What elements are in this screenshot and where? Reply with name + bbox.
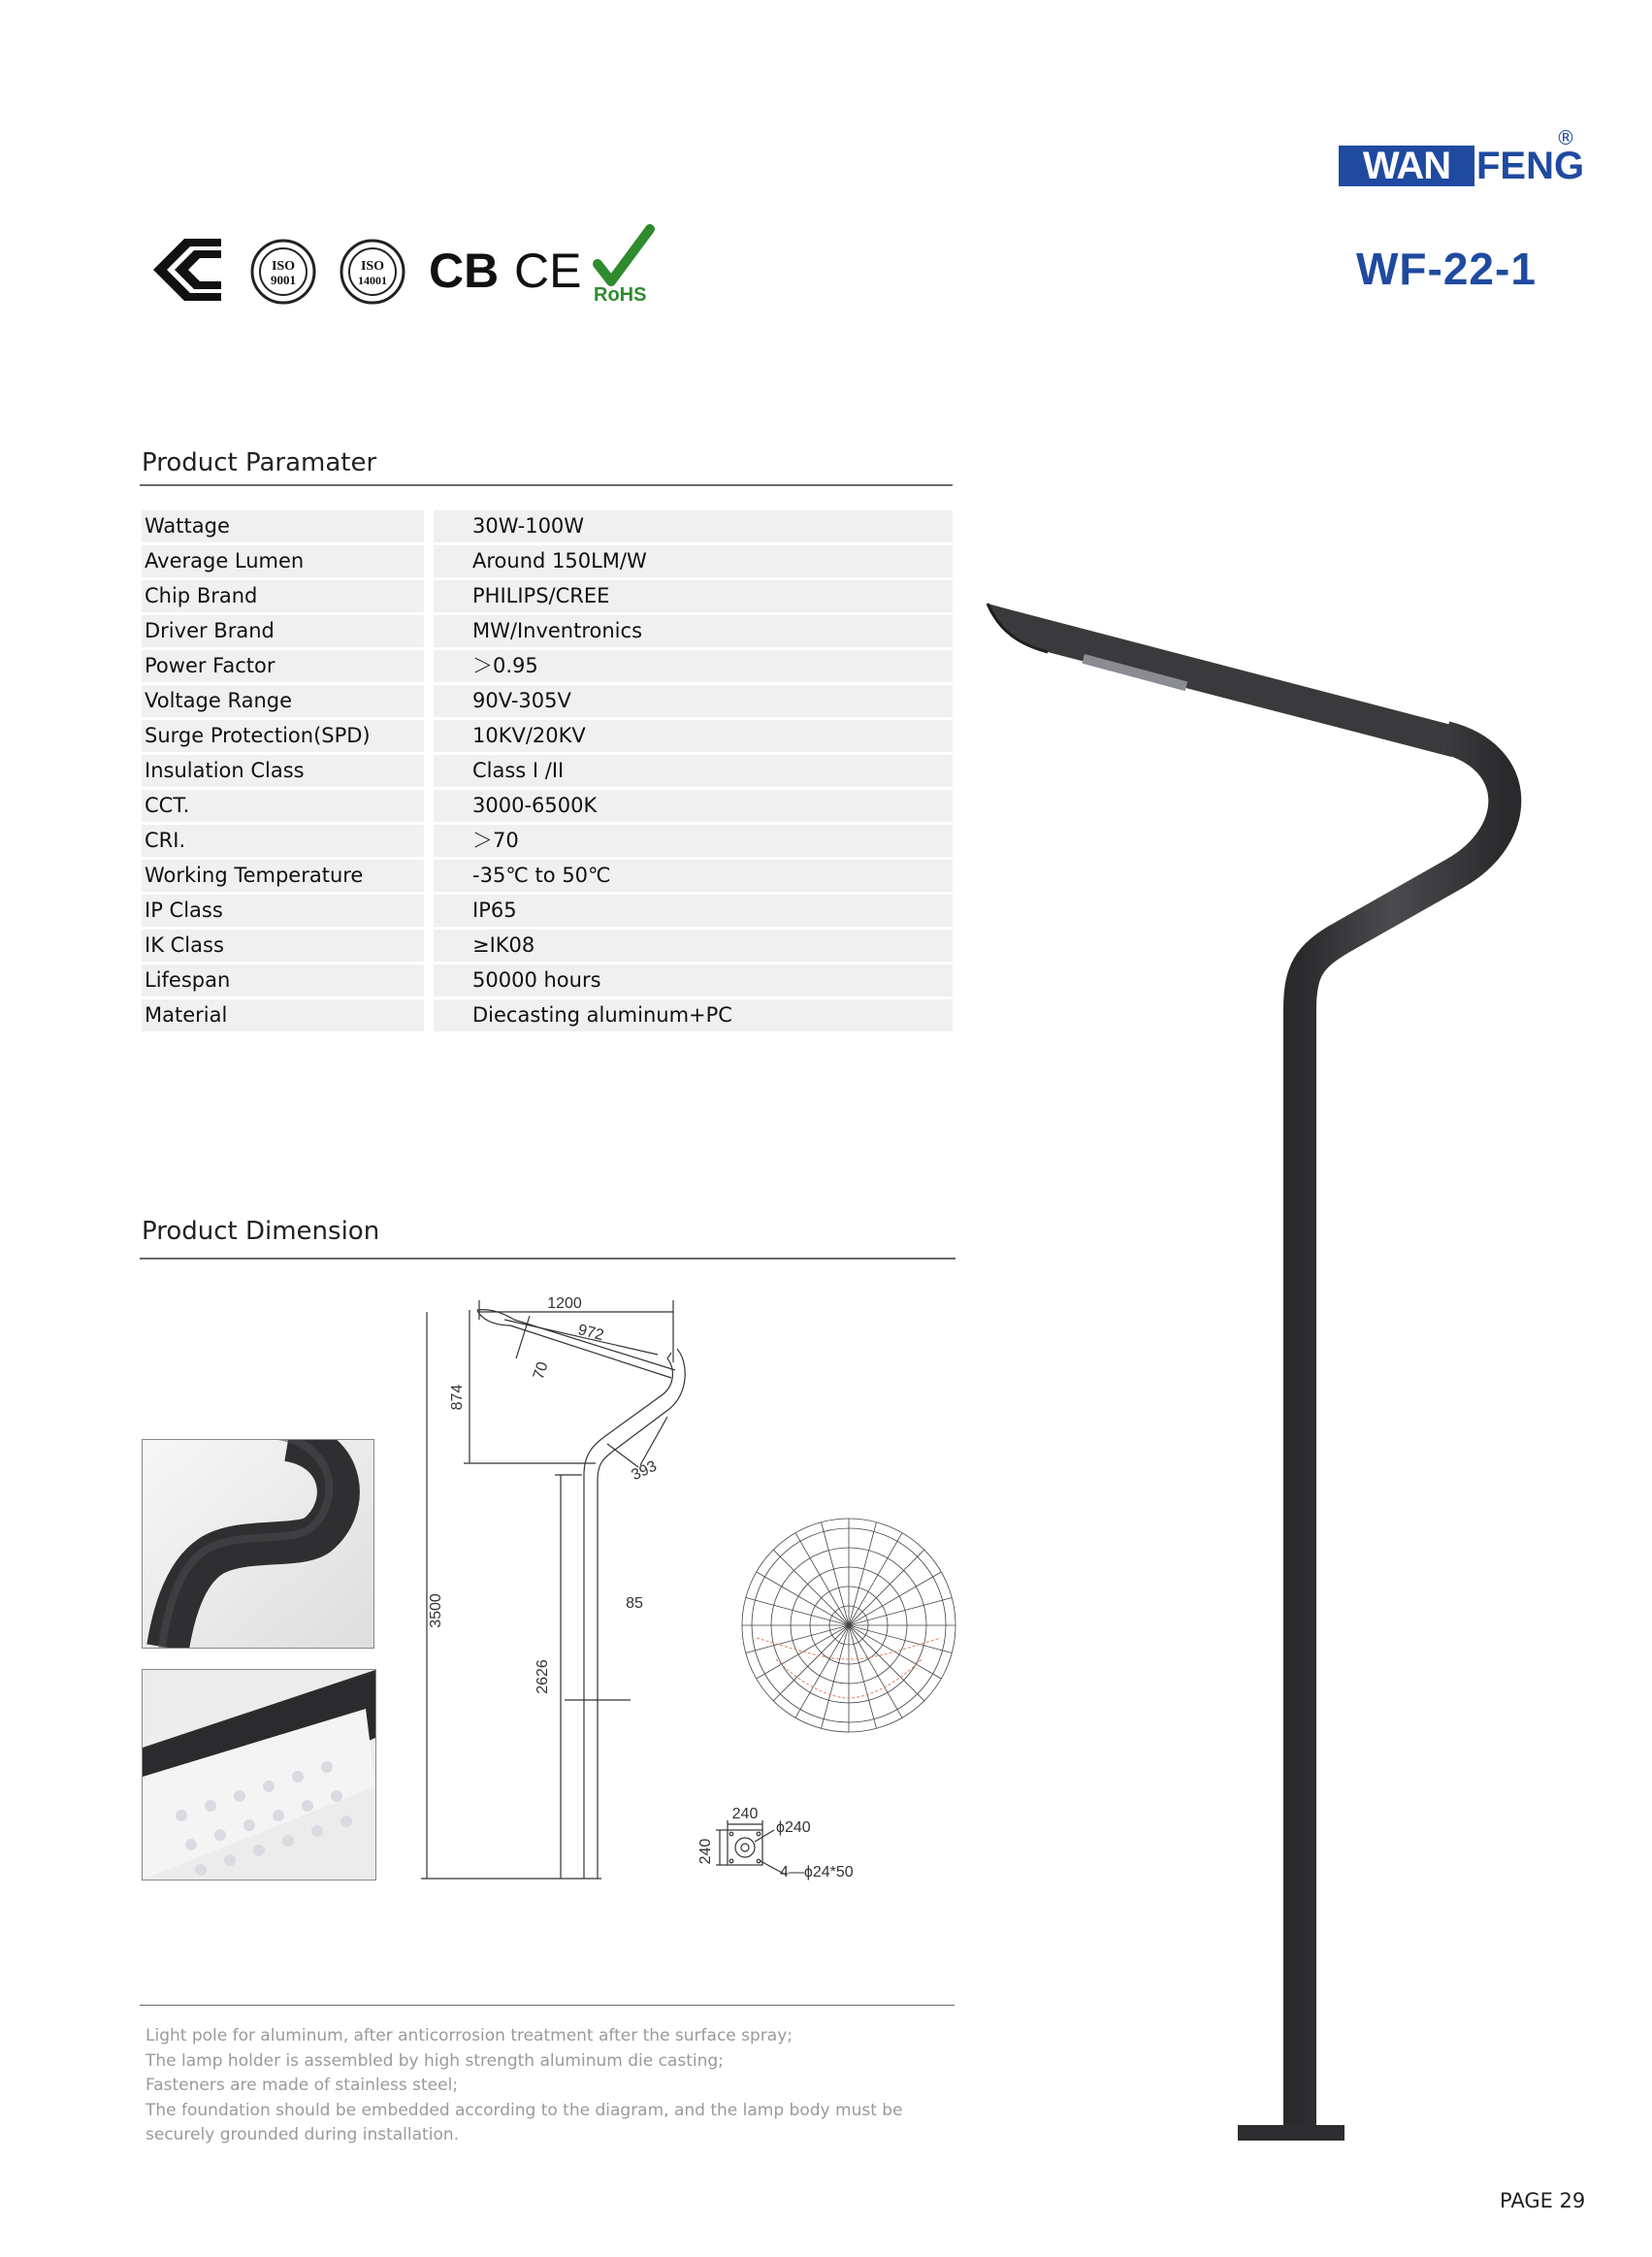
- parameter-label: Insulation Class: [142, 755, 424, 787]
- parameter-gap: [424, 580, 434, 612]
- note-line: The foundation should be embedded according to the diagram, and the lamp body must be securely grounded during installation.: [146, 2100, 903, 2144]
- dim-bolt-holes: 4—ϕ24*50: [780, 1864, 854, 1881]
- parameter-gap: [424, 999, 434, 1031]
- parameter-table: [142, 510, 953, 1034]
- led-module-photo: [142, 1669, 376, 1881]
- parameter-gap: [424, 755, 434, 787]
- dimension-drawing: [417, 1281, 689, 1902]
- parameter-row: [142, 580, 953, 612]
- note-line: Light pole for aluminum, after anticorrosion treatment after the surface spray;: [146, 2026, 794, 2045]
- brand-logo: [1339, 126, 1585, 190]
- registered-mark: ®: [1556, 126, 1575, 149]
- parameter-gap: [424, 895, 434, 927]
- dim-width-total: 1200: [547, 1295, 582, 1312]
- cb-mark-icon: CB: [429, 244, 500, 298]
- product-notes: [146, 2024, 960, 2148]
- arm-bend-photo: [142, 1439, 374, 1649]
- dim-arm-length: 972: [576, 1322, 606, 1345]
- certification-logos: [146, 223, 669, 311]
- dim-head-height: 70: [530, 1359, 552, 1382]
- parameter-label: CCT.: [142, 790, 424, 822]
- parameter-row: [142, 999, 953, 1031]
- parameter-gap: [424, 685, 434, 717]
- dim-base-width: 240: [731, 1806, 759, 1822]
- notes-rule: [140, 2005, 955, 2006]
- parameter-gap: [424, 650, 434, 682]
- dim-pole-diameter: 85: [626, 1595, 643, 1612]
- model-number: WF-22-1: [1356, 244, 1537, 294]
- parameter-gap: [424, 860, 434, 892]
- parameter-row: [142, 510, 953, 542]
- parameter-label: Wattage: [142, 510, 424, 542]
- parameter-gap: [424, 510, 434, 542]
- parameter-title-rule: [140, 484, 953, 486]
- parameter-row: [142, 860, 953, 892]
- parameter-gap: [424, 790, 434, 822]
- dim-base-circle: ϕ240: [776, 1819, 811, 1836]
- parameter-row: [142, 545, 953, 577]
- brand-logo-right: FENG: [1476, 145, 1585, 187]
- note-line: The lamp holder is assembled by high strength aluminum die casting;: [146, 2050, 724, 2071]
- parameter-row: [142, 615, 953, 647]
- parameter-value: ＞70: [434, 825, 953, 857]
- iso-14001-num: 14001: [358, 274, 387, 287]
- parameter-value: -35℃ to 50℃: [434, 860, 953, 892]
- parameter-value: IP65: [434, 895, 953, 927]
- parameter-row: [142, 895, 953, 927]
- parameter-label: CRI.: [142, 825, 424, 857]
- dimension-title-rule: [140, 1258, 956, 1259]
- parameter-value: MW/Inventronics: [434, 615, 953, 647]
- iso-14001-text: ISO: [360, 259, 385, 274]
- page-number: PAGE 29: [1500, 2189, 1586, 2212]
- light-distribution-diagram: [737, 1514, 960, 1737]
- parameter-value: 3000-6500K: [434, 790, 953, 822]
- parameter-label: Material: [142, 999, 424, 1031]
- parameter-value: Diecasting aluminum+PC: [434, 999, 953, 1031]
- parameter-label: IK Class: [142, 930, 424, 962]
- parameter-row: [142, 825, 953, 857]
- ce-mark-icon: CE: [514, 244, 582, 298]
- parameter-value: ＞0.95: [434, 650, 953, 682]
- dim-pole-height: 2626: [534, 1659, 551, 1694]
- parameter-label: Power Factor: [142, 650, 424, 682]
- parameter-value: 30W-100W: [434, 510, 953, 542]
- note-line: Fasteners are made of stainless steel;: [146, 2076, 459, 2095]
- base-plate-drawing: [691, 1801, 885, 1888]
- dim-top-height: 874: [449, 1384, 466, 1411]
- parameter-row: [142, 930, 953, 962]
- parameter-row: [142, 685, 953, 717]
- parameter-gap: [424, 545, 434, 577]
- parameter-gap: [424, 615, 434, 647]
- parameter-label: Working Temperature: [142, 860, 424, 892]
- parameter-label: Chip Brand: [142, 580, 424, 612]
- parameter-value: 90V-305V: [434, 685, 953, 717]
- parameter-label: Driver Brand: [142, 615, 424, 647]
- parameter-label: Surge Protection(SPD): [142, 720, 424, 752]
- parameter-value: ≥IK08: [434, 930, 953, 962]
- parameter-label: Voltage Range: [142, 685, 424, 717]
- parameter-value: 50000 hours: [434, 965, 953, 997]
- parameter-row: [142, 650, 953, 682]
- iso-9001-seal-icon: [252, 241, 314, 303]
- parameter-gap: [424, 720, 434, 752]
- parameter-row: [142, 720, 953, 752]
- iso-14001-seal-icon: [341, 241, 404, 303]
- parameter-label: Lifespan: [142, 965, 424, 997]
- parameter-gap: [424, 930, 434, 962]
- brand-logo-left: WAN: [1339, 146, 1474, 186]
- parameter-section-title: Product Paramater: [142, 448, 377, 477]
- dimension-section-title: Product Dimension: [142, 1217, 380, 1246]
- parameter-value: 10KV/20KV: [434, 720, 953, 752]
- iso-9001-text: ISO: [271, 259, 296, 274]
- enec-mark-icon: [153, 239, 221, 301]
- parameter-gap: [424, 825, 434, 857]
- iso-9001-num: 9001: [271, 273, 296, 287]
- rohs-text: RoHS: [594, 284, 647, 306]
- parameter-label: Average Lumen: [142, 545, 424, 577]
- parameter-value: PHILIPS/CREE: [434, 580, 953, 612]
- street-light-product-image: [980, 592, 1523, 2144]
- parameter-row: [142, 965, 953, 997]
- parameter-label: IP Class: [142, 895, 424, 927]
- parameter-row: [142, 755, 953, 787]
- dim-bend-offset: 393: [629, 1457, 660, 1485]
- rohs-check-icon: [594, 229, 650, 306]
- dim-total-height: 3500: [428, 1593, 444, 1628]
- parameter-value: Around 150LM/W: [434, 545, 953, 577]
- dim-base-height: 240: [697, 1838, 714, 1865]
- parameter-value: Class I /II: [434, 755, 953, 787]
- parameter-gap: [424, 965, 434, 997]
- parameter-row: [142, 790, 953, 822]
